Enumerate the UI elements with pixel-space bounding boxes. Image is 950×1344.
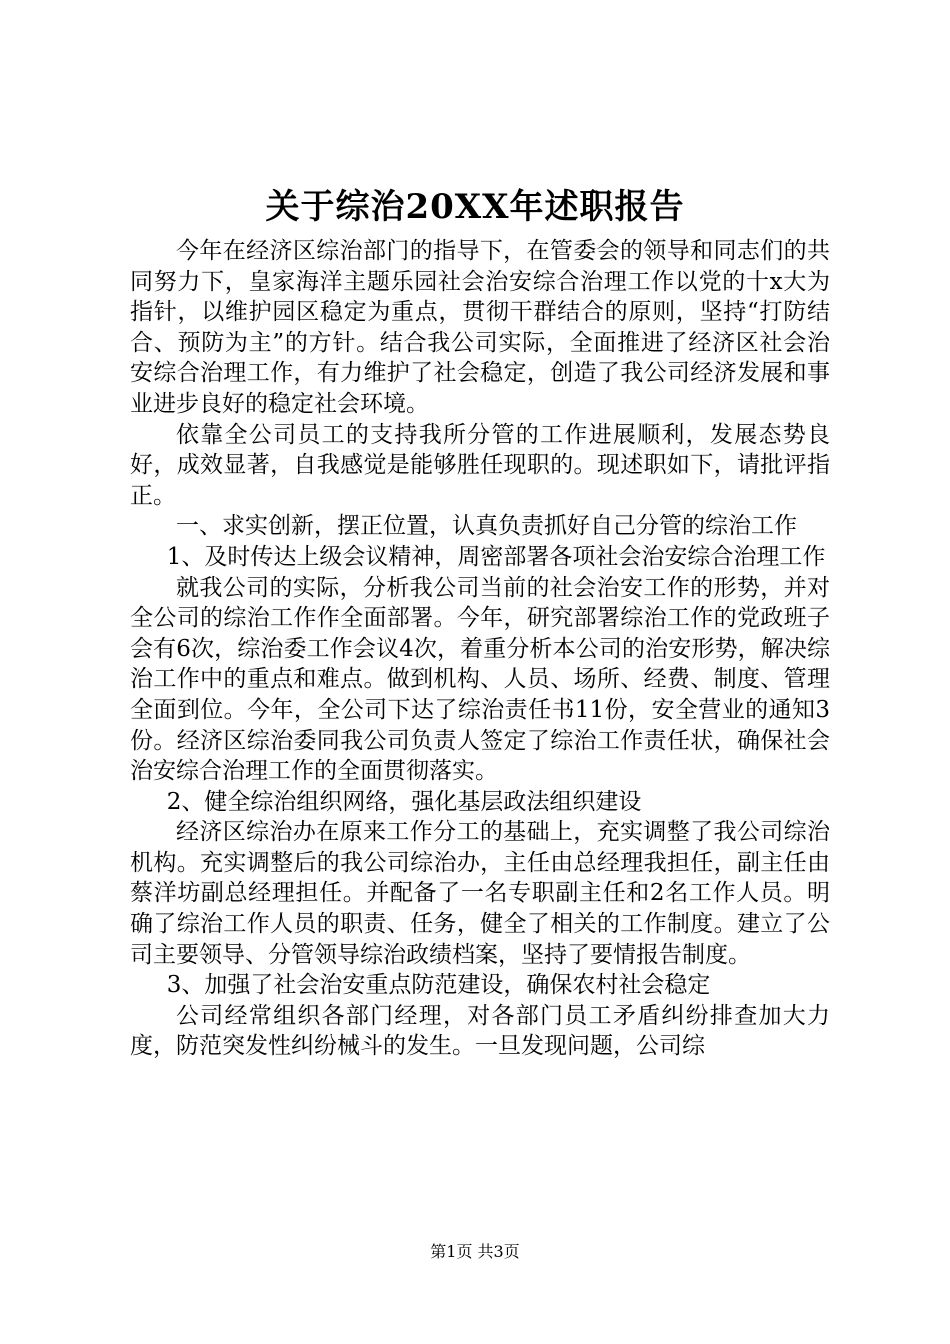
page-footer: 第1页 共3页 (430, 1242, 520, 1261)
paragraph-subsection-2: 经济区综治办在原来工作分工的基础上，充实调整了我公司综治机构。充实调整后的我公司综治办，主任由总经理我担任，副主任由蔡洋坊副总经理担任。并配备了一名专职副主任和2名工作人员。明确了综治工作人员的职责、任务，健全了相关的工作制度。建立了公司主要领导、分管领导综治政绩档案，坚持了要情报告制度。 (130, 819, 830, 968)
paragraph-summary: 依靠全公司员工的支持我所分管的工作进展顺利，发展态势良好，成效显著，自我感觉是能够胜任现职的。现述职如下，请批评指正。 (130, 421, 830, 509)
document-title: 关于综治20XX年述职报告 (265, 187, 685, 227)
subheading-2: 2、健全综治组织网络，强化基层政法组织建设 (166, 788, 642, 815)
paragraph-subsection-1: 就我公司的实际，分析我公司当前的社会治安工作的形势，并对全公司的综治工作作全面部署。今年，研究部署综治工作的党政班子会有6次，综治委工作会议4次，着重分析本公司的治安形势，解决综治工作中的重点和难点。做到机构、人员、场所、经费、制度、管理全面到位。今年，全公司下达了综治责任书11份，安全营业的通知3份。经济区综治委同我公司负责人签定了综治工作责任状，确保社会治安综合治理工作的全面贯彻落实。 (130, 574, 830, 785)
paragraph-intro: 今年在经济区综治部门的指导下，在管委会的领导和同志们的共同努力下，皇家海洋主题乐园社会治安综合治理工作以党的十x大为指针，以维护园区稳定为重点，贯彻干群结合的原则，坚持“打防结合、预防为主”的方针。结合我公司实际，全面推进了经济区社会治安综合治理工作，有力维护了社会稳定，创造了我公司经济发展和事业进步良好的稳定社会环境。 (130, 238, 830, 417)
subheading-3: 3、加强了社会治安重点防范建设，确保农村社会稳定 (166, 972, 711, 999)
document-body (130, 236, 830, 1062)
section-heading-1: 一、求实创新，摆正位置，认真负责抓好自己分管的综治工作 (176, 513, 797, 540)
subheading-1: 1、及时传达上级会议精神，周密部署各项社会治安综合治理工作 (166, 543, 826, 570)
paragraph-subsection-3: 公司经常组织各部门经理，对各部门员工矛盾纠纷排查加大力度，防范突发性纠纷械斗的发生。一旦发现问题，公司综 (130, 1002, 830, 1060)
